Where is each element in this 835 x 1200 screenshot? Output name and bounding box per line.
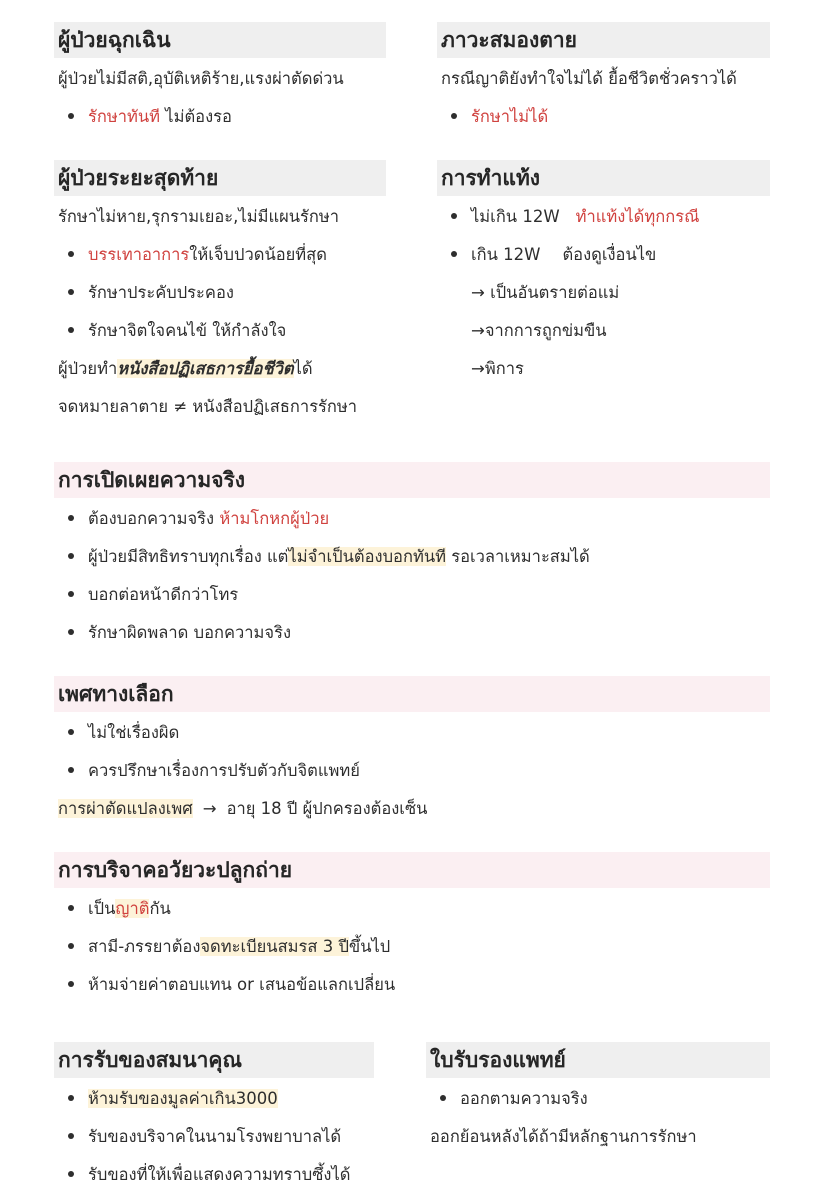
bullet-item: ออกตามความจริง bbox=[430, 1086, 588, 1112]
section-title: การเปิดเผยความจริง bbox=[54, 462, 770, 498]
section-organ-donation bbox=[54, 852, 770, 1002]
highlighted-text: ญาติ bbox=[115, 899, 150, 918]
red-text: รักษาทันที bbox=[88, 107, 161, 126]
section-truth-disclosure bbox=[54, 462, 770, 652]
bullet-item: บรรเทาอาการให้เจ็บปวดน้อยที่สุด bbox=[58, 242, 327, 268]
arrow-icon: → bbox=[202, 799, 217, 818]
highlighted-text: จดทะเบียนสมรส 3 ปี bbox=[200, 937, 349, 956]
bullet-item: รับของบริจาคในนามโรงพยาบาลได้ bbox=[58, 1124, 341, 1150]
bullet-item: ควรปรึกษาเรื่องการปรับตัวกับจิตแพทย์ bbox=[58, 758, 360, 784]
bullet-item: รับของที่ให้เพื่อแสดงความทราบซึ้งได้ bbox=[58, 1162, 351, 1188]
highlighted-text: ไม่จำเป็นต้องบอกทันที bbox=[288, 547, 446, 566]
section-abortion bbox=[437, 160, 770, 390]
bullet-item: รักษาทันที ไม่ต้องรอ bbox=[58, 104, 232, 130]
section-brain-death bbox=[437, 22, 770, 142]
section-description: ผู้ป่วยไม่มีสติ,อุบัติเหติร้าย,แรงผ่าตัดด่วน bbox=[58, 69, 344, 88]
section-emergency bbox=[54, 22, 386, 142]
section-medical-certificate bbox=[426, 1042, 770, 1162]
bullet-item: ห้ามจ่ายค่าตอบแทน or เสนอข้อแลกเปลี่ยน bbox=[58, 972, 395, 998]
section-title: การทำแท้ง bbox=[437, 160, 770, 196]
bullet-item: ต้องบอกความจริง ห้ามโกหกผู้ป่วย bbox=[58, 506, 329, 532]
bullet-item: สามี-ภรรยาต้องจดทะเบียนสมรส 3 ปีขึ้นไป bbox=[58, 934, 390, 960]
section-title: ใบรับรองแพทย์ bbox=[426, 1042, 770, 1078]
highlighted-text: การผ่าตัดแปลงเพศ bbox=[58, 799, 193, 818]
bullet-item: เป็นญาติกัน bbox=[58, 896, 171, 922]
section-title: เพศทางเลือก bbox=[54, 676, 770, 712]
highlighted-text: หนังสือปฏิเสธการยื้อชีวิต bbox=[117, 359, 294, 378]
text-line: ออกย้อนหลังได้ถ้ามีหลักฐานการรักษา bbox=[430, 1127, 697, 1146]
red-text: รักษาไม่ได้ bbox=[471, 107, 549, 126]
text-line: ผู้ป่วยทำหนังสือปฏิเสธการยื้อชีวิตได้ bbox=[58, 359, 313, 378]
red-text: ทำแท้งได้ทุกกรณี bbox=[575, 207, 700, 226]
arrow-item: →พิการ bbox=[471, 359, 524, 378]
red-text: ห้ามโกหกผู้ป่วย bbox=[219, 509, 330, 528]
bullet-item: รักษาผิดพลาด บอกความจริง bbox=[58, 620, 291, 646]
text-line: จดหมายลาตาย ≠ หนังสือปฏิเสธการรักษา bbox=[58, 397, 358, 416]
bullet-item: ผู้ป่วยมีสิทธิทราบทุกเรื่อง แต่ไม่จำเป็นต้องบอกทันที รอเวลาเหมาะสมได้ bbox=[58, 544, 590, 570]
section-gifts bbox=[54, 1042, 374, 1192]
bullet-item: ไม่เกิน 12W ทำแท้งได้ทุกกรณี bbox=[441, 204, 699, 230]
section-title: การบริจาคอวัยวะปลูกถ่าย bbox=[54, 852, 770, 888]
section-title: ผู้ป่วยฉุกเฉิน bbox=[54, 22, 386, 58]
arrow-item: →จากการถูกข่มขืน bbox=[471, 321, 607, 340]
bullet-item: บอกต่อหน้าดีกว่าโทร bbox=[58, 582, 238, 608]
bullet-item: รักษาจิตใจคนไข้ ให้กำลังใจ bbox=[58, 318, 286, 344]
red-text: บรรเทาอาการ bbox=[88, 245, 190, 264]
bullet-item: เกิน 12W ต้องดูเงื่อนไข bbox=[441, 242, 656, 268]
bullet-item bbox=[441, 104, 548, 130]
section-description: กรณีญาติยังทำใจไม่ได้ ยื้อชีวิตชั่วคราวได้ bbox=[441, 69, 737, 88]
bullet-item: ไม่ใช่เรื่องผิด bbox=[58, 720, 179, 746]
arrow-item: → เป็นอันตรายต่อแม่ bbox=[471, 283, 620, 302]
bullet-item: รักษาประคับประคอง bbox=[58, 280, 234, 306]
section-description: รักษาไม่หาย,รุกรามเยอะ,ไม่มีแผนรักษา bbox=[58, 207, 340, 226]
text-line: การผ่าตัดแปลงเพศ → อายุ 18 ปี ผู้ปกครองต้องเซ็น bbox=[58, 799, 428, 818]
section-gender bbox=[54, 676, 770, 826]
section-terminal bbox=[54, 160, 386, 420]
bullet-item bbox=[58, 1086, 278, 1112]
section-title: ผู้ป่วยระยะสุดท้าย bbox=[54, 160, 386, 196]
section-title: การรับของสมนาคุณ bbox=[54, 1042, 374, 1078]
section-title: ภาวะสมองตาย bbox=[437, 22, 770, 58]
highlighted-text: ห้ามรับของมูลค่าเกิน3000 bbox=[88, 1089, 278, 1108]
